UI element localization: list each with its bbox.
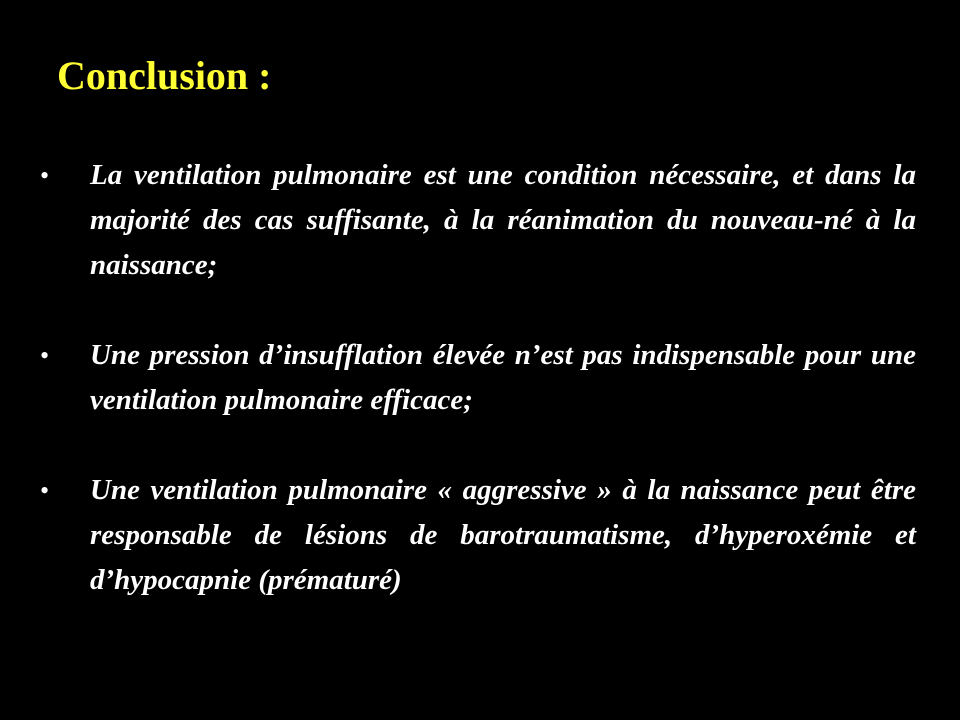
bullet-text: Une pression d’insufflation élevée n’est pas indispensable pour une ventilation pulmonaire efficace; xyxy=(90,339,916,416)
bullet-marker: • xyxy=(40,161,50,190)
bullet-item xyxy=(40,468,916,603)
bullet-text: La ventilation pulmonaire est une condition nécessaire, et dans la majorité des cas suffisante, à la réanimation du nouveau-né à la naissance; xyxy=(90,159,916,281)
bullet-item xyxy=(40,333,916,423)
bullet-text: Une ventilation pulmonaire « aggressive » à la naissance peut être responsable de lésions de barotraumatisme, d’hyperoxémie et d’hypocapnie (prématuré) xyxy=(90,474,916,596)
slide-title: Conclusion : xyxy=(57,53,272,98)
bullet-marker: • xyxy=(40,476,50,505)
bullet-marker: • xyxy=(40,341,50,370)
bullet-list xyxy=(40,153,916,648)
bullet-item xyxy=(40,153,916,288)
